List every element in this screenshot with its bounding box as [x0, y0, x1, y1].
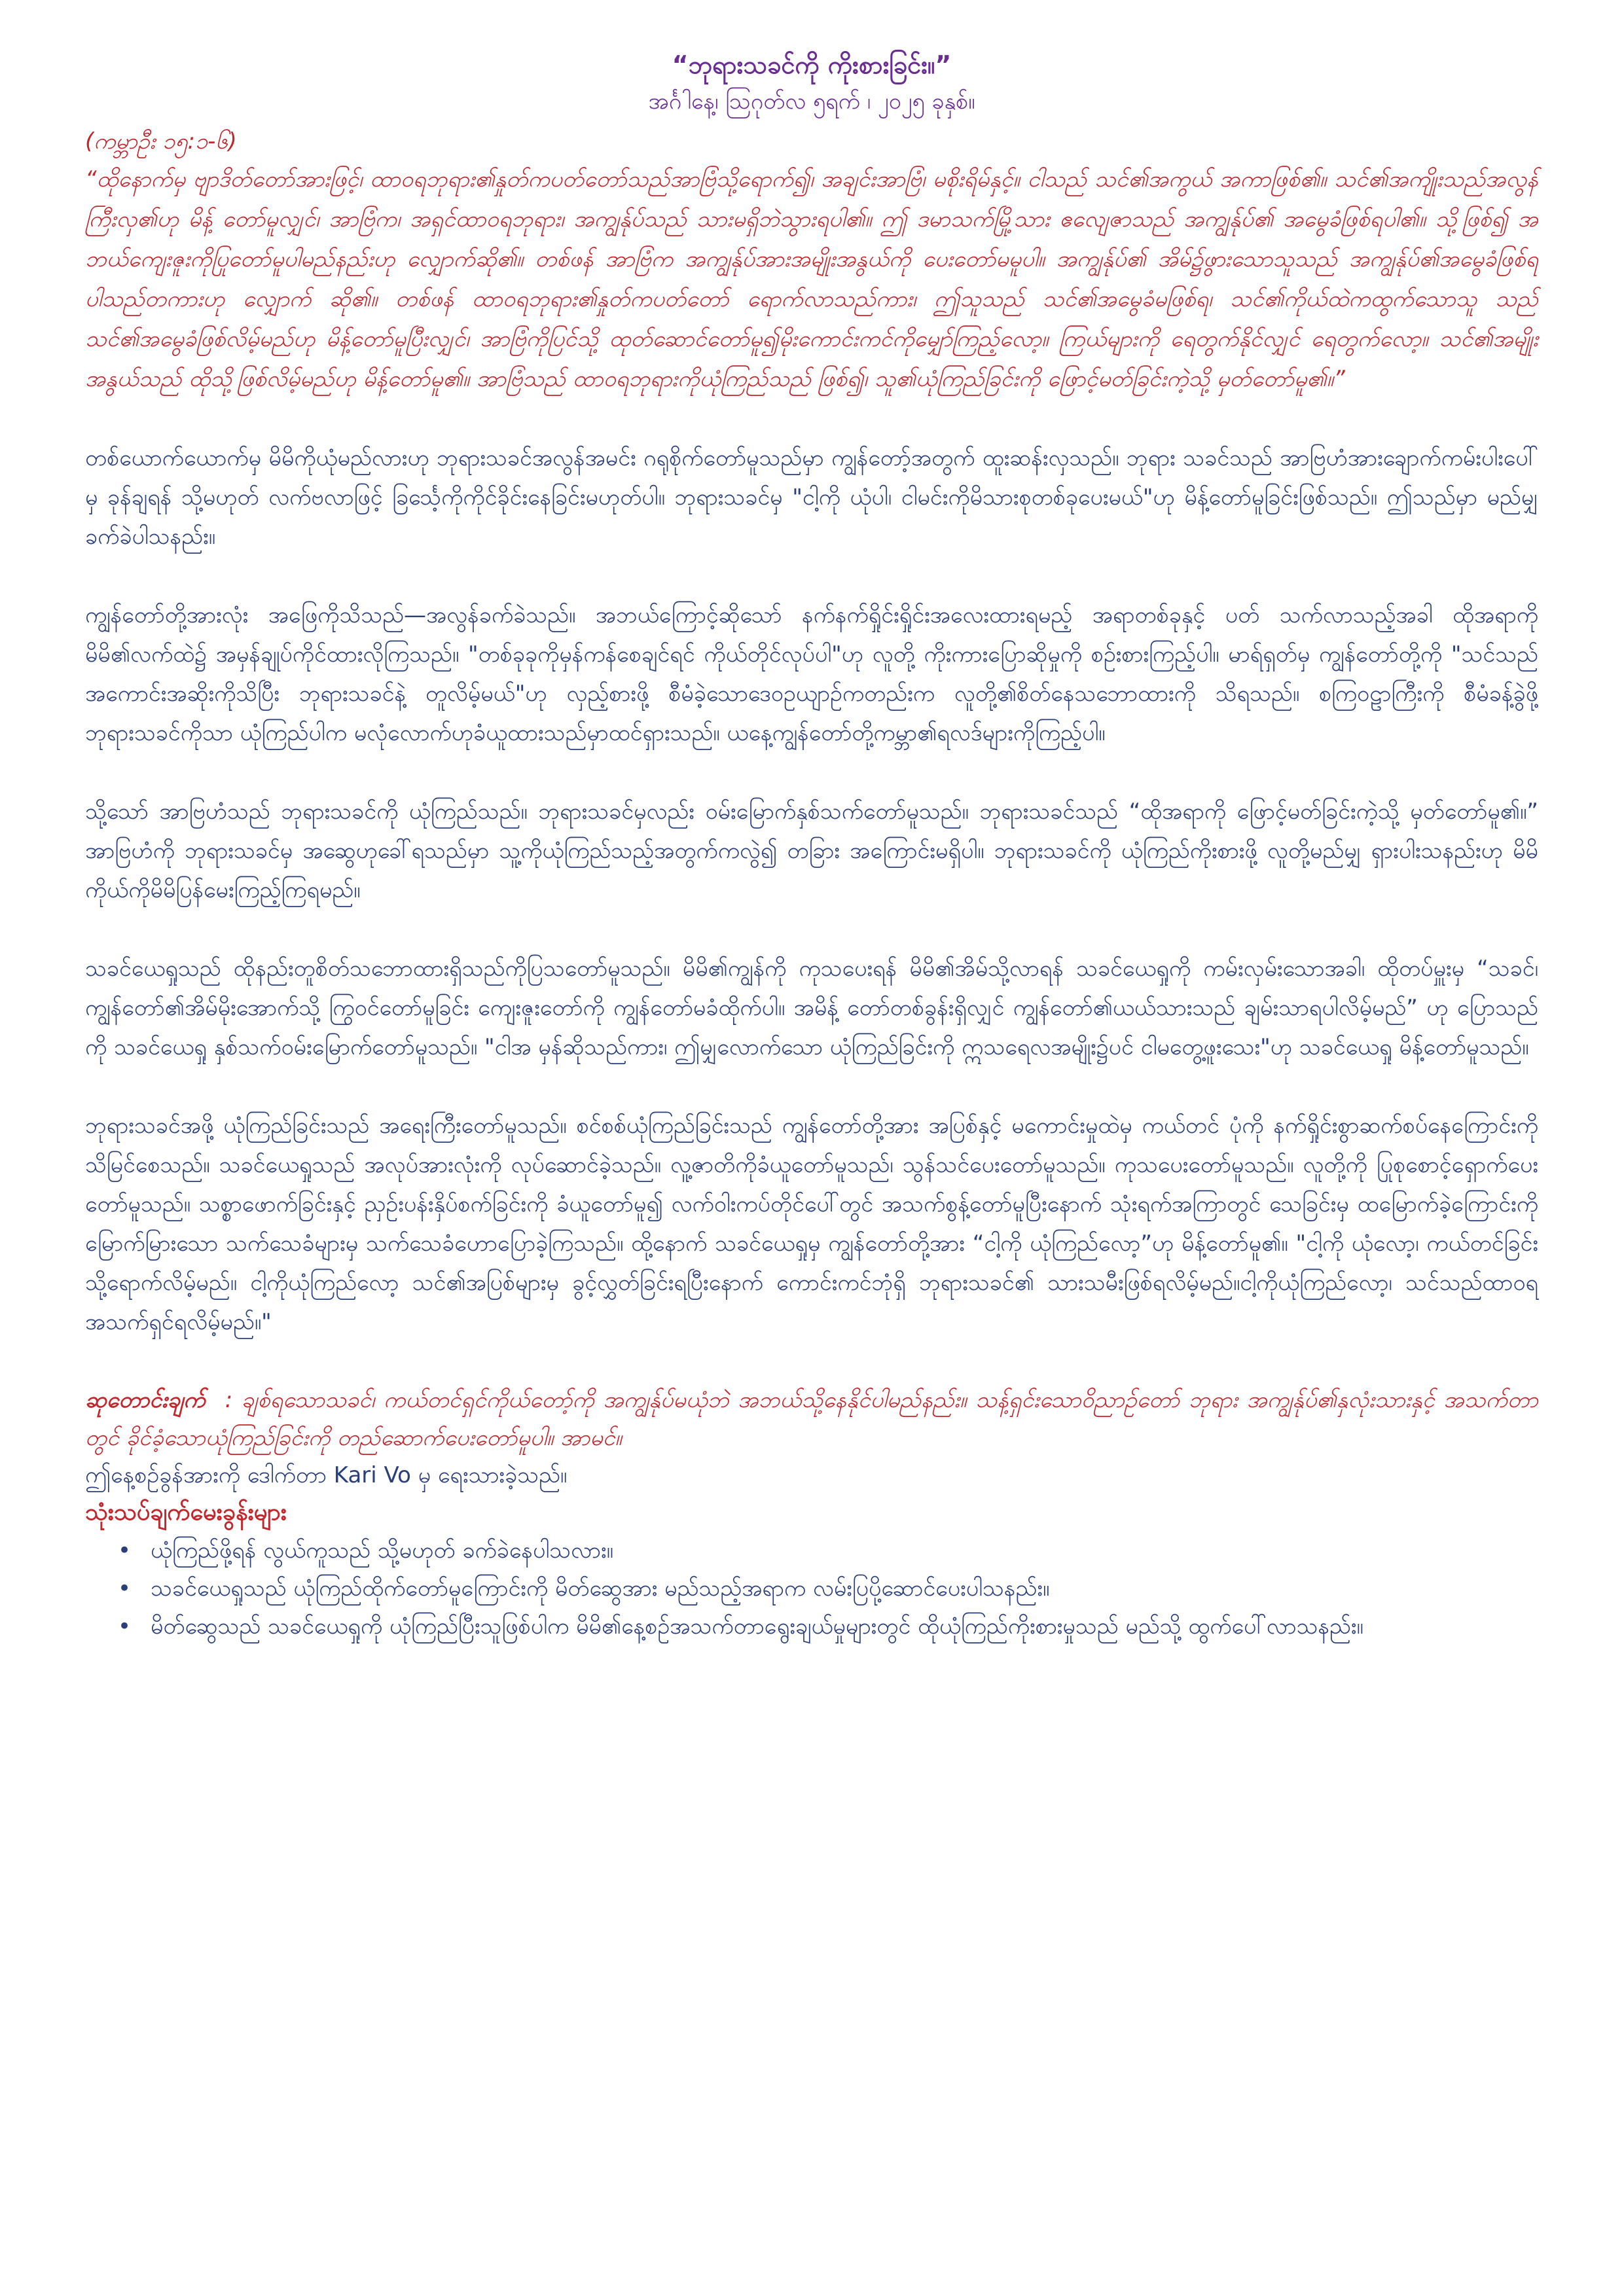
spacer: [85, 910, 1538, 949]
questions-list: [85, 1532, 1538, 1645]
body-paragraph-1: တစ်ယောက်ယောက်မှ မိမိကိုယုံမည်လားဟု ဘုရားသခင်အလွန်အမင်း ဂရုစိုက်တော်မူသည်မှာ ကျွန်တော့်အတွက် ထူးဆန်းလှသည်။ ဘုရား သခင်သည် အာဗြဟံအားချောက်ကမ်းပါးပေါ်မှ ခုန်ချရန် သို့မဟုတ် လက်ဗလာဖြင့် ခြင်္သေ့ကိုကိုင်ခိုင်းနေခြင်းမဟုတ်ပါ။ ဘုရားသခင်မှ "ငါ့ကို ယုံပါ၊ ငါမင်းကိုမိသားစုတစ်ခုပေးမယ်"ဟု မိန့်တော်မူခြင်းဖြစ်သည်။ ဤသည်မှာ မည်မျှခက်ခဲပါသနည်း။: [85, 445, 1538, 550]
list-item: [118, 1607, 1538, 1645]
prayer-text: : ချစ်ရသောသခင်၊ ကယ်တင်ရှင်ကိုယ်တော့်ကို အကျွန်ုပ်မယုံဘဲ အဘယ်သို့နေနိုင်ပါမည်နည်း။ သန့်ရှင်းသောဝိညာဉ်တော် ဘုရား အကျွန်ုပ်၏နှလုံးသားနှင့် အသက်တာတွင် ခိုင်ခံ့သောယုံကြည်ခြင်းကို တည်ဆောက်ပေးတော်မူပါ။ အာမင်။: [85, 1387, 1538, 1451]
list-item: [118, 1570, 1538, 1607]
scripture-text: “ထိုနောက်မှ ဗျာဒိတ်တော်အားဖြင့်၊ ထာဝရဘုရား၏နှုတ်ကပတ်တော်သည်အာဗြံသို့ရောက်၍၊ အချင်းအာဗြံ၊ မစိုးရိမ်နှင့်။ ငါသည် သင်၏အကွယ် အကာဖြစ်၏။ သင်၏အကျိုးသည်အလွန်ကြီးလှ၏ဟု မိန့် တော်မူလျှင်၊ အာဗြံက၊ အရှင်ထာဝရဘုရား၊ အကျွန်ုပ်သည် သားမရှိဘဲသွားရပါ၏။ ဤ ဒမာသက်မြို့သား ဧလျေဇာသည် အကျွန်ုပ်၏ အမွေခံဖြစ်ရပါ၏။ သို့ဖြစ်၍ အဘယ်ကျေးဇူးကိုပြုတော်မူပါမည်နည်းဟု လျှောက်ဆို၏။ တစ်ဖန် အာဗြံက အကျွန်ုပ်အားအမျိုးအနွယ်ကို ပေးတော်မမူပါ။ အကျွန်ုပ်၏ အိမ်၌ဖွားသောသူသည် အကျွန်ုပ်၏အမွေခံဖြစ်ရပါသည်တကားဟု လျှောက် ဆို၏။ တစ်ဖန် ထာဝရဘုရား၏နှုတ်ကပတ်တော် ရောက်လာသည်ကား၊ ဤသူသည် သင်၏အမွေခံမဖြစ်ရ၊ သင်၏ကိုယ်ထဲကထွက်သောသူ သည် သင်၏အမွေခံဖြစ်လိမ့်မည်ဟု မိန့်တော်မူပြီးလျှင်၊ အာဗြံကိုပြင်သို့ ထုတ်ဆောင်တော်မူ၍မိုးကောင်းကင်ကိုမျှော်ကြည့်လော့။ ကြယ်များကို ရေတွက်နိုင်လျှင် ရေတွက်လော့။ သင်၏အမျိုးအနွယ်သည် ထိုသို့ဖြစ်လိမ့်မည်ဟု မိန့်တော်မူ၏။ အာဗြံသည် ထာဝရဘုရားကိုယုံကြည်သည် ဖြစ်၍၊ သူ၏ယုံကြည်ခြင်းကို ဖြောင့်မတ်ခြင်းကဲ့သို့ မှတ်တော်မူ၏။”: [85, 166, 1538, 392]
author-line: ဤနေ့စဉ်ခွန်အားကို ဒေါက်တာ Kari Vo မှ ရေးသားခဲ့သည်။: [85, 1462, 568, 1488]
question-text: ယုံကြည်ဖို့ရန် လွယ်ကူသည် သို့မဟုတ် ခက်ခဲနေပါသလား။: [151, 1537, 613, 1564]
prayer-label: ဆုတောင်းချက်: [85, 1387, 206, 1413]
spacer: [85, 556, 1538, 596]
question-text: မိတ်ဆွေသည် သခင်ယေရှုကို ယုံကြည်ပြီးသူဖြစ်ပါက မိမိ၏နေ့စဉ်အသက်တာရွေးချယ်မှုများတွင် ထိုယုံကြည်ကိုးစားမှုသည် မည်သို့ ထွက်ပေါ်လာသနည်း။: [151, 1613, 1363, 1640]
page-date: အင်္ဂါနေ့၊ ဩဂုတ်လ ၅ရက် ၊ ၂၀၂၅ ခုနှစ်။: [648, 88, 975, 115]
spacer: [85, 753, 1538, 792]
devotional-page: [85, 46, 1538, 1645]
spacer: [85, 1342, 1538, 1381]
body-paragraph-5: ဘုရားသခင်အဖို့ ယုံကြည်ခြင်းသည် အရေးကြီးတော်မူသည်။ စင်စစ်ယုံကြည်ခြင်းသည် ကျွန်တော်တို့အား အပြစ်နှင့် မကောင်းမှုထဲမှ ကယ်တင် ပုံကို နက်ရှိုင်းစွာဆက်စပ်နေကြောင်းကို သိမြင်စေသည်။ သခင်ယေရှုသည် အလုပ်အားလုံးကို လုပ်ဆောင်ခဲ့သည်။ လူ့ဇာတိကိုခံယူတော်မူသည်၊ သွန်သင်ပေးတော်မူသည်။ ကုသပေးတော်မူသည်။ လူတို့ကို ပြုစုစောင့်ရှောက်ပေးတော်မူသည်။ သစ္စာဖောက်ခြင်းနှင့် ညှဉ်းပန်းနှိပ်စက်ခြင်းကို ခံယူတော်မူ၍ လက်ဝါးကပ်တိုင်ပေါ်တွင် အသက်စွန့်တော်မူပြီးနောက် သုံးရက်အကြာတွင် သေခြင်းမှ ထမြောက်ခဲ့ကြောင်းကို မြောက်မြားသော သက်သေခံများမှ သက်သေခံဟောပြောခဲ့ကြသည်။ ထို့နောက် သခင်ယေရှုမှ ကျွန်တော်တို့အား “ငါ့ကို ယုံကြည်လော့”ဟု မိန့်တော်မူ၏။ "ငါ့ကို ယုံလော့၊ ကယ်တင်ခြင်းသို့ရောက်လိမ့်မည်။ ငါ့ကိုယုံကြည်လော့ သင်၏အပြစ်များမှ ခွင့်လွှတ်ခြင်းရပြီးနောက် ကောင်းကင်ဘုံရှိ ဘုရားသခင်၏ သားသမီးဖြစ်ရလိမ့်မည်။ငါ့ကိုယုံကြည်လော့၊ သင်သည်ထာဝရအသက်ရှင်ရလိမ့်မည်။": [85, 1113, 1538, 1335]
body-paragraph-2: ကျွန်တော်တို့အားလုံး အဖြေကိုသိသည်—အလွန်ခက်ခဲသည်။ အဘယ်ကြောင့်ဆိုသော် နက်နက်ရှိုင်းရှိုင်းအလေးထားရမည့် အရာတစ်ခုနှင့် ပတ် သက်လာသည့်အခါ ထိုအရာကို မိမိ၏လက်ထဲ၌ အမှန်ချုပ်ကိုင်ထားလိုကြသည်။ "တစ်ခုခုကိုမှန်ကန်စေချင်ရင် ကိုယ်တိုင်လုပ်ပါ"ဟု လူတို့ ကိုးကားပြောဆိုမှုကို စဉ်းစားကြည့်ပါ။ မာရ်ရှတ်မှ ကျွန်တော်တို့ကို "သင်သည် အကောင်းအဆိုးကိုသိပြီး ဘုရားသခင်နဲ့ တူလိမ့်မယ်"ဟု လှည့်စားဖို့ စီမံခဲ့သောဒေဝဥယျာဉ်ကတည်းက လူတို့၏စိတ်နေသဘောထားကို သိရသည်။ စကြဝဠာကြီးကို စီမံခန့်ခွဲဖို့ ဘုရားသခင်ကိုသာ ယုံကြည်ပါက မလုံလောက်ဟုခံယူထားသည်မှာထင်ရှားသည်။ ယနေ့ကျွန်တော်တို့ကမ္ဘာ၏ရလဒ်များကိုကြည့်ပါ။: [85, 602, 1538, 746]
page-title: “ဘုရားသခင်ကို ကိုးစားခြင်း။”: [672, 50, 952, 79]
spacer: [85, 1067, 1538, 1106]
bullet-icon: •: [118, 1613, 132, 1640]
prayer-block: [85, 1381, 1538, 1457]
question-text: သခင်ယေရှုသည် ယုံကြည်ထိုက်တော်မူကြောင်းကို မိတ်ဆွေအား မည်သည့်အရာက လမ်းပြပို့ဆောင်ပေးပါသနည်း။: [151, 1575, 1050, 1602]
body-paragraph-3: သို့သော် အာဗြဟံသည် ဘုရားသခင်ကို ယုံကြည်သည်။ ဘုရားသခင်မှလည်း ဝမ်းမြောက်နှစ်သက်တော်မူသည်။ ဘုရားသခင်သည် “ထိုအရာကို ဖြောင့်မတ်ခြင်းကဲ့သို့ မှတ်တော်မူ၏။” အာဗြဟံကို ဘုရားသခင်မှ အဆွေဟုခေါ်ရသည်မှာ သူ့ကိုယုံကြည်သည့်အတွက်ကလွဲ၍ တခြား အကြောင်းမရှိပါ။ ဘုရားသခင်ကို ယုံကြည်ကိုးစားဖို့ လူတို့မည်မျှ ရှားပါးသနည်းဟု မိမိကိုယ်ကိုမိမိပြန်မေးကြည့်ကြရမည်။: [85, 798, 1538, 903]
questions-heading: သုံးသပ်ချက်မေးခွန်းများ: [85, 1499, 287, 1526]
bullet-icon: •: [118, 1575, 132, 1602]
body-paragraph-4: သခင်ယေရှုသည် ထိုနည်းတူစိတ်သဘောထားရှိသည်ကိုပြသတော်မူသည်။ မိမိ၏ကျွန်ကို ကုသပေးရန် မိမိ၏အိမ်သို့လာရန် သခင်ယေရှုကို ကမ်းလှမ်းသောအခါ၊ ထိုတပ်မှူးမှ “သခင်၊ ကျွန်တော်၏အိမ်မိုးအောက်သို့ ကြွဝင်တော်မူခြင်း ကျေးဇူးတော်ကို ကျွန်တော်မခံထိုက်ပါ။ အမိန့် တော်တစ်ခွန်းရှိလျှင် ကျွန်တော်၏ယယ်သားသည် ချမ်းသာရပါလိမ့်မည်” ဟု ပြောသည်ကို သခင်ယေရှု နှစ်သက်ဝမ်းမြောက်တော်မူသည်။ "ငါအ မှန်ဆိုသည်ကား၊ ဤမျှလောက်သော ယုံကြည်ခြင်းကို ဣသရေလအမျိုး၌ပင် ငါမတွေ့ဖူးသေး"ဟု သခင်ယေရှု မိန့်တော်မူသည်။: [85, 956, 1538, 1060]
bullet-icon: •: [118, 1537, 132, 1564]
spacer: [85, 399, 1538, 439]
scripture-reference: (ကမ္ဘာဦး ၁၅:၁-၆): [85, 128, 237, 154]
list-item: [118, 1532, 1538, 1570]
